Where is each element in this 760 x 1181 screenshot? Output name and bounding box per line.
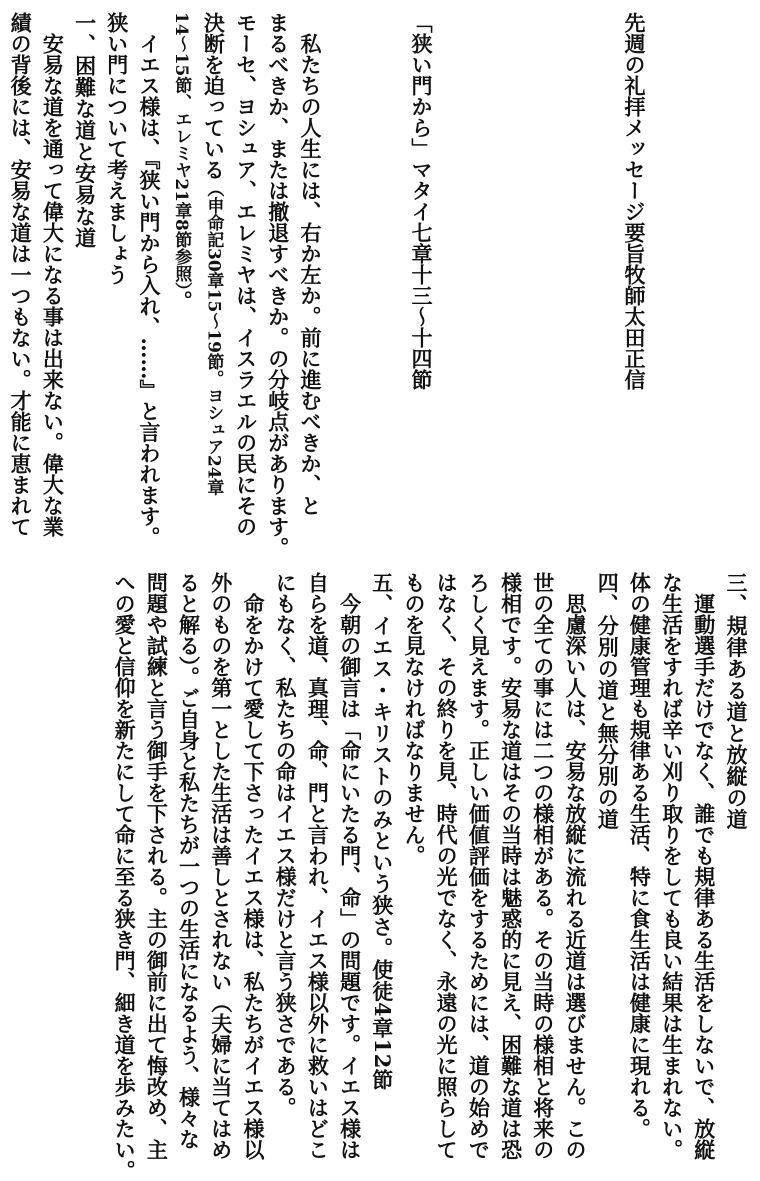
paragraph-line: 体の健康管理も規律ある生活、特に食生活は健康に現れる。 — [627, 572, 653, 1139]
paragraph-line: への愛と信仰を新たにして命に至る狭き門、細き道を歩みたい。 — [112, 572, 138, 1181]
section-heading-3: 三、規律ある道と放縦の道 — [724, 572, 749, 830]
paragraph-line: 決断を迫っている（申命記30章15〜19節。ヨシュア24章 — [201, 12, 227, 496]
paragraph-line: イエス様は、『狭い門から入れ、……』と言われます。 — [136, 33, 162, 548]
paragraph-line: 安易な道を通って偉大になる事は出来ない。偉大な業 — [40, 33, 66, 537]
paragraph-line: 様相です。安易な道はその当時は魅惑的に見え、困難な道は恐 — [498, 572, 524, 1160]
paragraph-line: 私たちの人生には、右か左か。前に進むべきか、と — [298, 33, 323, 516]
section-heading-4: 四、分別の道と無分別の道 — [595, 572, 621, 830]
paragraph-line: な生活をすれば辛い刈り取りをしても良い結果は生まれない。 — [659, 572, 685, 1160]
bottom-text-block — [4, 572, 752, 1181]
paragraph-line: ろしく見えます。正しい価値評価をするためには、道の始めで — [466, 572, 492, 1160]
paragraph-line: まるべきか、または撤退すべきか。の分岐点があります。 — [265, 12, 291, 558]
paragraph-line: 問題や試練と言う御手を下される。主の御前に出て悔改め、主 — [144, 572, 170, 1160]
paragraph-line: 外のものを第一とした生活は善しとされない（夫婦に当てはめ — [208, 572, 234, 1160]
paragraph-line: 運動選手だけでなく、誰でも規律ある生活をしないで、放縦 — [691, 593, 717, 1160]
sermon-title: 「狭い門から」 — [409, 12, 434, 159]
paragraph-line: 今朝の御言は「命にいたる門、命」の問題です。イエス様は — [337, 593, 363, 1160]
paragraph-line: はなく、その終りを見、時代の光でなく、永遠の光に照らして — [434, 572, 460, 1160]
top-text-block — [4, 12, 752, 558]
author-name: 太田正信 — [622, 306, 647, 390]
section-heading-1: 一、困難な道と安易な道 — [72, 12, 98, 249]
paragraph-line: ると解る）。ご自身と私たちが一つの生活になるよう、様々な — [176, 572, 202, 1150]
author-role: 牧師 — [622, 264, 647, 306]
paragraph-line — [0, 12, 4, 540]
section-heading-5: 五、イエス・キリストのみという狭さ。使徒4章12節 — [369, 572, 395, 1091]
sermon-scripture: マタイ七章十三〜十四節 — [409, 159, 434, 390]
paragraph-line: 狭い門について考えましょう — [104, 12, 130, 285]
paragraph-line: 14〜15節、エレミヤ21章8節参照）。 — [169, 12, 195, 312]
paragraph-line: 世の全ての事には二つの様相がある。その当時の様相と将来の — [530, 572, 556, 1160]
sermon-title-line — [326, 12, 516, 540]
paragraph-line: 命をかけて愛して下さったイエス様は、私たちがイエス様以 — [240, 593, 266, 1160]
paragraph-line: モーセ、ヨシュア、エレミヤは、イスラエルの民にその — [233, 12, 259, 537]
paragraph-line: 自らを道、真理、命、門と言われ、イエス様以外に救いはどこ — [305, 572, 331, 1160]
document-title: 先週の礼拝メッセージ要旨 — [622, 12, 647, 264]
paragraph-line: 績の背後には、安易な道は一つもない。才能に恵まれて — [8, 12, 34, 537]
document-title-line — [516, 12, 752, 540]
paragraph-line: にもなく、私たちの命はイエス様だけと言う狭さである。 — [273, 572, 299, 1118]
paragraph-line: 思慮深い人は、安易な放縦に流れる近道は選びません。この — [562, 593, 588, 1160]
paragraph-line: ものを見なければなりません。 — [401, 572, 427, 866]
